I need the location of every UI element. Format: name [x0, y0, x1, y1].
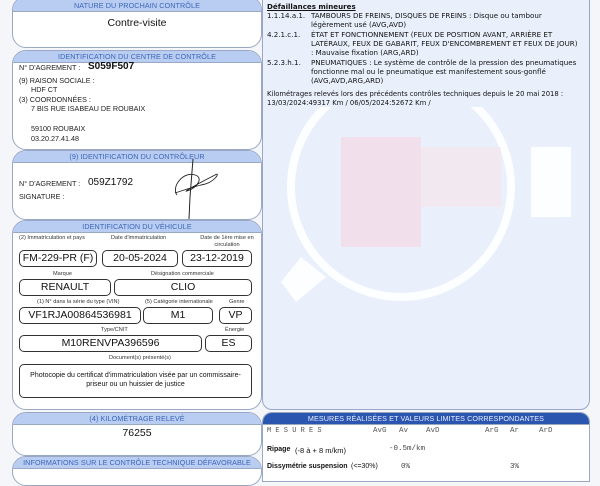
vehicle-panel — [12, 220, 262, 410]
mileage-history-line2: 13/03/2024:49317 Km / 06/05/2024:52672 Km / — [267, 99, 431, 107]
controller-panel — [12, 150, 262, 220]
next-control-value: Contre-visite — [107, 17, 167, 29]
center-phone: 03.20.27.41.48 — [31, 134, 79, 143]
model-label: Désignation commerciale — [151, 271, 214, 277]
category-label: (5) Catégorie internationale — [145, 299, 213, 305]
energy-value: ES — [205, 335, 252, 352]
defect-item-1-code: 1.1.14.a.1. — [267, 11, 306, 20]
controller-agreement-label: N° D'AGREMENT : — [19, 179, 81, 188]
row-ripage-label: Ripage — [267, 446, 291, 453]
address-line1: 7 BIS RUE ISABEAU DE ROUBAIX — [31, 104, 146, 113]
defect-item-2-text: ÉTAT ET FONCTIONNEMENT (FEUX DE POSITION AVANT, ARRIÈRE ET LATÉRAUX, FEUX DE GABARIT, FEUX D'ENCOMBREMENT ET FEUX DE JOUR) : Mauvaise fixation (ARG,ARD) — [311, 30, 578, 57]
defect-item-1-text: TAMBOURS DE FREINS, DISQUES DE FREINS : Disque ou tambour légèrement usé (AVG,AVD) — [311, 11, 542, 29]
col-avd: AvD — [426, 427, 440, 435]
mileage-header: (4) KILOMÉTRAGE RELEVÉ — [13, 413, 261, 425]
reg-date-label: Date d'immatriculation — [111, 235, 167, 241]
col-arg: ArG — [485, 427, 499, 435]
col-ard: ArD — [539, 427, 553, 435]
cnit-value: M10RENVPA396596 — [19, 335, 202, 352]
unfavorable-panel — [12, 456, 262, 486]
plate-value: FM-229-PR (F) — [19, 250, 97, 267]
row-ripage-limit: (-8 à + 8 m/km) — [295, 446, 347, 455]
row-ripage-av: -0.5m/km — [389, 445, 426, 453]
defect-item-3-code: 5.2.3.h.1. — [267, 58, 301, 67]
row-dissymetrie-label: Dissymétrie suspension — [267, 463, 348, 470]
first-date-value: 23-12-2019 — [182, 250, 252, 267]
defect-item-2-code: 4.2.1.c.1. — [267, 30, 301, 39]
documents-label: Document(s) présenté(s) — [109, 355, 171, 361]
col-ar: Ar — [510, 427, 520, 435]
col-avg: AvG — [373, 427, 387, 435]
mileage-panel — [12, 412, 262, 456]
genre-label: Genre — [229, 299, 245, 305]
brand-label: Marque — [53, 271, 72, 277]
model-value: CLIO — [114, 279, 252, 296]
measures-header: MESURES RÉALISÉES ET VALEURS LIMITES CORRESPONDANTES — [263, 413, 589, 425]
reg-date-value: 20-05-2024 — [102, 250, 178, 267]
defects-panel — [262, 0, 590, 410]
center-agreement-label: N° D'AGREMENT : — [19, 63, 81, 72]
measures-col-label: M E S U R E S — [267, 427, 322, 435]
cnit-label: Type/CNIT — [101, 327, 128, 333]
next-control-header: NATURE DU PROCHAIN CONTRÔLE — [13, 0, 261, 12]
vin-label: (1) N° dans la série du type (VIN) — [37, 299, 120, 305]
mileage-history-line1: Kilométrages relevés lors des précédents contrôles techniques depuis le 20 mai 2018 : — [267, 90, 564, 98]
signature-label: SIGNATURE : — [19, 192, 65, 201]
signature-image — [163, 157, 223, 220]
vehicle-header: IDENTIFICATION DU VÉHICULE — [13, 221, 261, 233]
controller-agreement-value: 059Z1792 — [88, 177, 134, 188]
genre-value: VP — [219, 307, 252, 324]
mileage-value: 76255 — [122, 427, 152, 439]
company-label: (9) RAISON SOCIALE : — [19, 76, 95, 85]
center-agreement-value: S059F507 — [88, 61, 135, 72]
company-value: HDF CT — [31, 85, 58, 94]
first-date-label: Date de 1ère mise en circulation — [200, 235, 254, 248]
brand-value: RENAULT — [19, 279, 111, 296]
col-av: Av — [399, 427, 409, 435]
documents-value: Photocopie du certificat d'immatriculation visée par un commissaire-priseur ou un huissier de justice — [19, 364, 252, 398]
coords-label: (3) COORDONNÉES : — [19, 95, 91, 104]
energy-label: Énergie — [225, 327, 245, 333]
row-dissymetrie-ar: 3% — [510, 463, 520, 471]
measures-panel — [262, 412, 590, 482]
defects-title: Défaillances mineures — [267, 2, 356, 11]
address-line2: 59100 ROUBAIX — [31, 124, 86, 133]
plate-label: (2) Immatriculation et pays — [19, 235, 85, 241]
center-panel — [12, 50, 262, 150]
defect-item-3-text: PNEUMATIQUES : Le système de contrôle de la pression des pneumatiques fonctionne mal ou le pneumatique est manifestement sous-gonflé (AVG,AVD,ARG,ARD) — [311, 58, 577, 85]
vin-value: VF1RJA00864536981 — [19, 307, 141, 324]
controller-header: (9) IDENTIFICATION DU CONTRÔLEUR — [13, 151, 261, 163]
unfavorable-header: INFORMATIONS SUR LE CONTRÔLE TECHNIQUE DÉFAVORABLE — [13, 457, 261, 469]
category-value: M1 — [143, 307, 213, 324]
watermark-magnifier-icon — [271, 107, 590, 337]
center-header: IDENTIFICATION DU CENTRE DE CONTRÔLE — [13, 51, 261, 63]
row-dissymetrie-av: 0% — [401, 463, 411, 471]
next-control-panel — [12, 0, 262, 48]
row-dissymetrie-limit: (<=30%) — [351, 463, 378, 470]
